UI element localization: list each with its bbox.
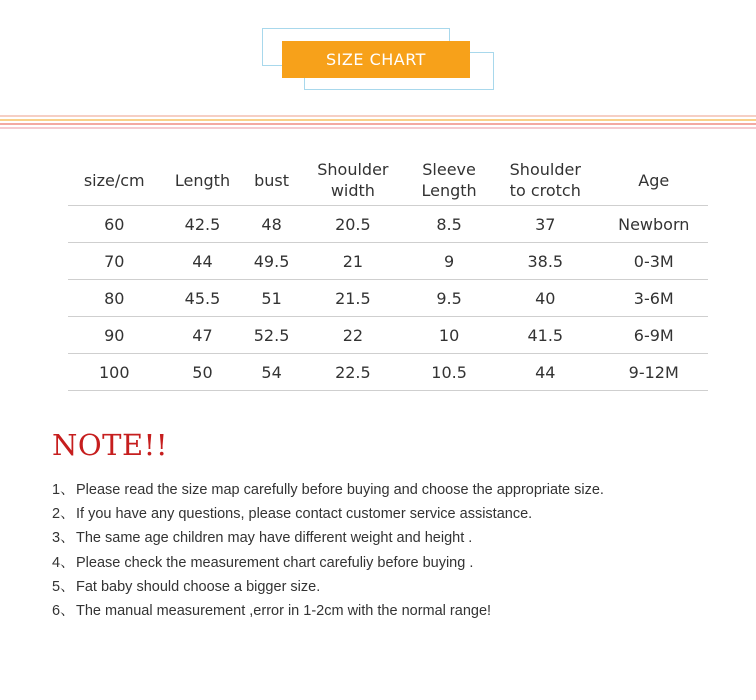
note-text: If you have any questions, please contact customer service assistance. xyxy=(76,506,533,523)
table-cell: 100 xyxy=(68,354,161,391)
col-header-bust: bust xyxy=(254,170,290,190)
table-cell: Newborn xyxy=(599,206,708,243)
note-item xyxy=(52,575,752,599)
table-cell: 42.5 xyxy=(161,206,245,243)
table-cell: 20.5 xyxy=(299,206,407,243)
stripe-line xyxy=(0,119,756,121)
table-row xyxy=(68,354,708,391)
table-cell: 21 xyxy=(299,243,407,280)
size-chart-title: SIZE CHART xyxy=(282,41,470,78)
table-cell: 38.5 xyxy=(491,243,599,280)
stripe-line xyxy=(0,127,756,129)
note-item xyxy=(52,599,752,623)
col-header-size: size/cm xyxy=(83,170,145,190)
table-cell: 41.5 xyxy=(491,317,599,354)
table-cell: 37 xyxy=(491,206,599,243)
table-cell: 51 xyxy=(244,280,298,317)
table-row xyxy=(68,243,708,280)
note-number: 6、 xyxy=(52,602,75,619)
table-cell: 44 xyxy=(161,243,245,280)
table-cell: 45.5 xyxy=(161,280,245,317)
note-number: 2、 xyxy=(52,506,75,523)
col-header-length: Length xyxy=(174,170,231,190)
table-cell: 44 xyxy=(491,354,599,391)
note-number: 5、 xyxy=(52,578,75,595)
table-cell: 47 xyxy=(161,317,245,354)
note-text: Fat baby should choose a bigger size. xyxy=(76,578,321,595)
table-row xyxy=(68,280,708,317)
table-cell: 70 xyxy=(68,243,161,280)
table-cell: 80 xyxy=(68,280,161,317)
table-cell: 8.5 xyxy=(407,206,491,243)
note-item xyxy=(52,502,752,526)
note-text: Please check the measurement chart carefuliy before buying . xyxy=(76,554,474,571)
table-header-row xyxy=(68,155,708,206)
table-cell: 10 xyxy=(407,317,491,354)
note-title: NOTE!! xyxy=(52,428,168,462)
col-header-shoulder-to-crotch: Shoulder to crotch xyxy=(509,160,581,200)
stripe-line xyxy=(0,123,756,125)
table-cell: 48 xyxy=(244,206,298,243)
col-header-sleeve-length: Sleeve Length xyxy=(421,160,477,200)
note-number: 4、 xyxy=(52,554,75,571)
table-cell: 0-3M xyxy=(599,243,708,280)
stripe-line xyxy=(0,115,756,117)
table-cell: 9.5 xyxy=(407,280,491,317)
table-cell: 50 xyxy=(161,354,245,391)
col-header-shoulder-width: Shoulder width xyxy=(317,160,389,200)
table-cell: 22 xyxy=(299,317,407,354)
table-cell: 9 xyxy=(407,243,491,280)
decorative-stripes xyxy=(0,115,756,131)
table-cell: 90 xyxy=(68,317,161,354)
table-cell: 21.5 xyxy=(299,280,407,317)
note-list xyxy=(52,478,752,623)
table-cell: 49.5 xyxy=(244,243,298,280)
table-cell: 22.5 xyxy=(299,354,407,391)
table-cell: 3-6M xyxy=(599,280,708,317)
table-cell: 54 xyxy=(244,354,298,391)
table-cell: 10.5 xyxy=(407,354,491,391)
note-item xyxy=(52,478,752,502)
note-number: 3、 xyxy=(52,530,75,547)
note-text: The manual measurement ,error in 1-2cm with the normal range! xyxy=(76,602,492,619)
col-header-age: Age xyxy=(638,170,670,190)
note-number: 1、 xyxy=(52,482,75,498)
size-table xyxy=(68,155,708,391)
note-item xyxy=(52,526,752,550)
table-row xyxy=(68,206,708,243)
table-cell: 60 xyxy=(68,206,161,243)
table-cell: 52.5 xyxy=(244,317,298,354)
note-item xyxy=(52,551,752,575)
table-cell: 6-9M xyxy=(599,317,708,354)
table-cell: 9-12M xyxy=(599,354,708,391)
note-text: Please read the size map carefully before buying and choose the appropriate size. xyxy=(76,482,604,498)
size-chart-badge xyxy=(262,28,494,92)
table-cell: 40 xyxy=(491,280,599,317)
table-row xyxy=(68,317,708,354)
note-text: The same age children may have different weight and height . xyxy=(76,530,473,547)
